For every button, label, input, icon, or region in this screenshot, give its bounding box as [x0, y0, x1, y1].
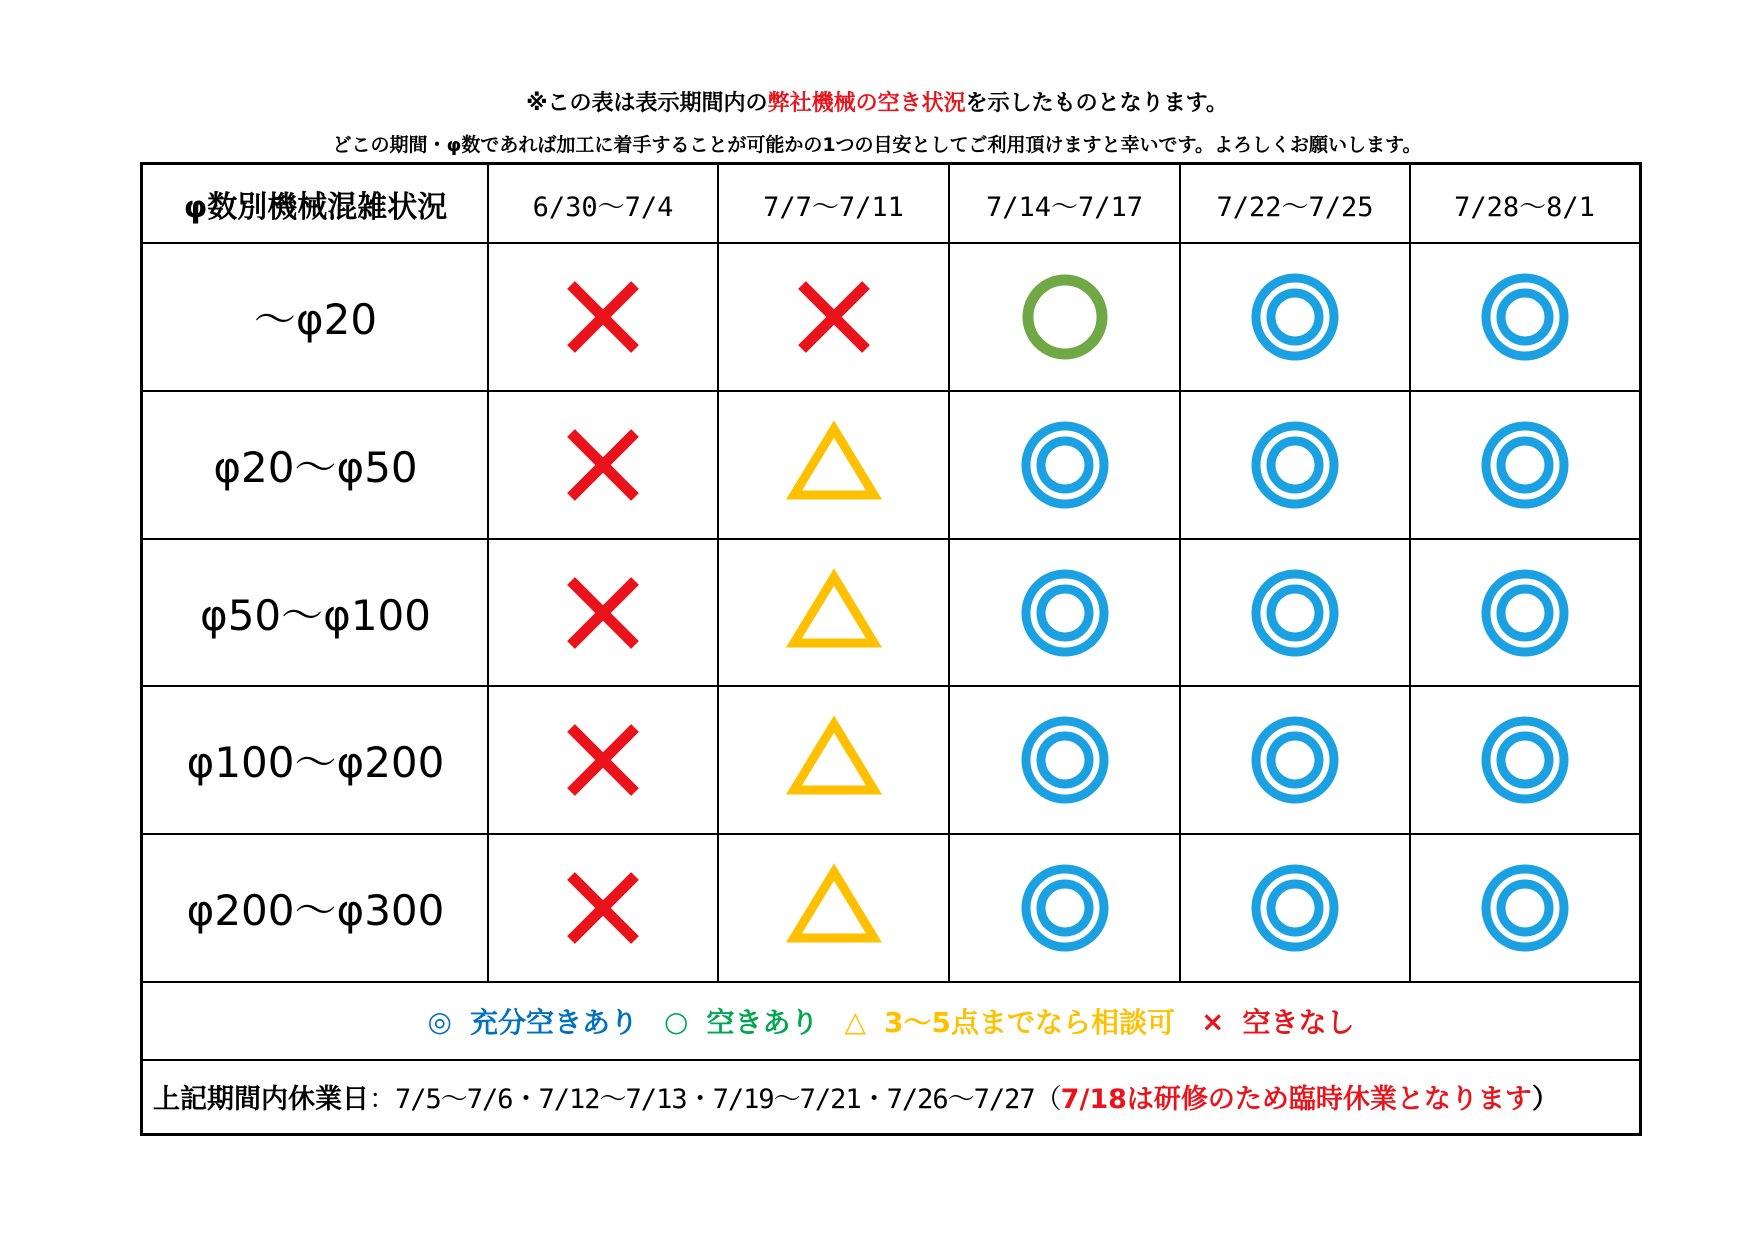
- header-label: φ数別機械混雑状況: [183, 190, 448, 225]
- notice-line-1-start: ※この表は表示期間内の: [526, 91, 768, 116]
- holiday-note: [143, 1060, 1639, 1133]
- double-circle-icon: [1475, 710, 1575, 810]
- double-circle-icon: [1245, 267, 1345, 367]
- holiday-note-close: ）: [1531, 1084, 1559, 1115]
- double-circle-icon: [1475, 415, 1575, 515]
- row-label-3: φ50～φ100: [199, 590, 432, 640]
- double-circle-icon: [1245, 415, 1345, 515]
- row-label-1: ～φ20: [253, 295, 378, 344]
- double-circle-legend-symbol: ◎: [427, 1004, 452, 1038]
- week-header-4: 7/22～7/25: [1216, 191, 1374, 223]
- circle-legend-symbol: ○: [664, 1004, 689, 1038]
- status-cell: [949, 834, 1180, 982]
- week-header-1: 6/30～7/4: [532, 191, 674, 223]
- status-cell: [1410, 834, 1639, 982]
- double-circle-icon: [1015, 858, 1115, 958]
- status-cell: [1410, 391, 1639, 539]
- status-cell: [718, 391, 949, 539]
- notice-line-1-highlight: 弊社機械の空き状況: [767, 91, 966, 116]
- triangle-legend-text: 3～5点までなら相談可: [884, 1006, 1175, 1039]
- triangle-icon: [784, 415, 884, 515]
- x-mark-icon: [553, 415, 653, 515]
- triangle-icon: [784, 563, 884, 663]
- status-cell: [488, 391, 718, 539]
- row-label-4: φ100～φ200: [186, 738, 445, 787]
- triangle-legend-symbol: △: [844, 1004, 866, 1038]
- status-cell: [718, 243, 949, 391]
- week-header-5: 7/28～8/1: [1454, 191, 1595, 223]
- status-cell: [718, 686, 949, 834]
- status-cell: [1180, 686, 1410, 834]
- double-circle-icon: [1015, 563, 1115, 663]
- holiday-dates: ：7/5～7/6・7/12～7/13・7/19～7/21・7/26～7/27（: [369, 1084, 1061, 1115]
- double-circle-icon: [1245, 858, 1345, 958]
- status-cell: [1180, 243, 1410, 391]
- week-header-2: 7/7～7/11: [763, 191, 904, 223]
- status-cell: [1410, 539, 1639, 686]
- status-cell: [1410, 686, 1639, 834]
- x-legend-symbol: ×: [1200, 1004, 1225, 1038]
- status-cell: [1410, 243, 1639, 391]
- status-cell: [488, 243, 718, 391]
- triangle-icon: [784, 858, 884, 958]
- x-mark-icon: [553, 563, 653, 663]
- double-circle-icon: [1015, 415, 1115, 515]
- legend: [143, 982, 1639, 1060]
- status-cell: [718, 834, 949, 982]
- double-circle-icon: [1015, 710, 1115, 810]
- status-cell: [949, 686, 1180, 834]
- row-label-5: φ200～φ300: [186, 886, 445, 935]
- table-row-divider: [143, 1059, 1639, 1061]
- temporary-closure-note: 7/18は研修のため臨時休業となります: [1060, 1084, 1532, 1115]
- double-circle-icon: [1475, 858, 1575, 958]
- notice-line-2: どこの期間・φ数であれば加工に着手することが可能かの1つの目安としてご利用頂けますと幸いです。よろしくお願いします。: [332, 134, 1422, 156]
- x-legend-text: 空きなし: [1242, 1006, 1355, 1039]
- double-circle-icon: [1475, 563, 1575, 663]
- machine-availability-table: [140, 162, 1642, 1136]
- x-mark-icon: [553, 710, 653, 810]
- row-label-2: φ20～φ50: [213, 443, 418, 492]
- status-cell: [1180, 539, 1410, 686]
- holiday-label: 上記期間内休業日: [153, 1084, 369, 1115]
- status-cell: [488, 539, 718, 686]
- week-header-3: 7/14～7/17: [985, 191, 1144, 223]
- circle-legend-text: 空きあり: [706, 1006, 819, 1039]
- status-cell: [488, 834, 718, 982]
- x-mark-icon: [553, 858, 653, 958]
- status-cell: [949, 539, 1180, 686]
- double-circle-legend-text: 充分空きあり: [469, 1006, 638, 1039]
- status-cell: [718, 539, 949, 686]
- status-cell: [488, 686, 718, 834]
- double-circle-icon: [1245, 710, 1345, 810]
- notice-line-1-end: を示したものとなります。: [965, 91, 1228, 116]
- double-circle-icon: [1475, 267, 1575, 367]
- status-cell: [1180, 834, 1410, 982]
- notice-line-1: [0, 86, 1754, 117]
- double-circle-icon: [1245, 563, 1345, 663]
- circle-icon: [1015, 267, 1115, 367]
- triangle-icon: [784, 710, 884, 810]
- x-mark-icon: [553, 267, 653, 367]
- status-cell: [949, 391, 1180, 539]
- status-cell: [949, 243, 1180, 391]
- status-cell: [1180, 391, 1410, 539]
- x-mark-icon: [784, 267, 884, 367]
